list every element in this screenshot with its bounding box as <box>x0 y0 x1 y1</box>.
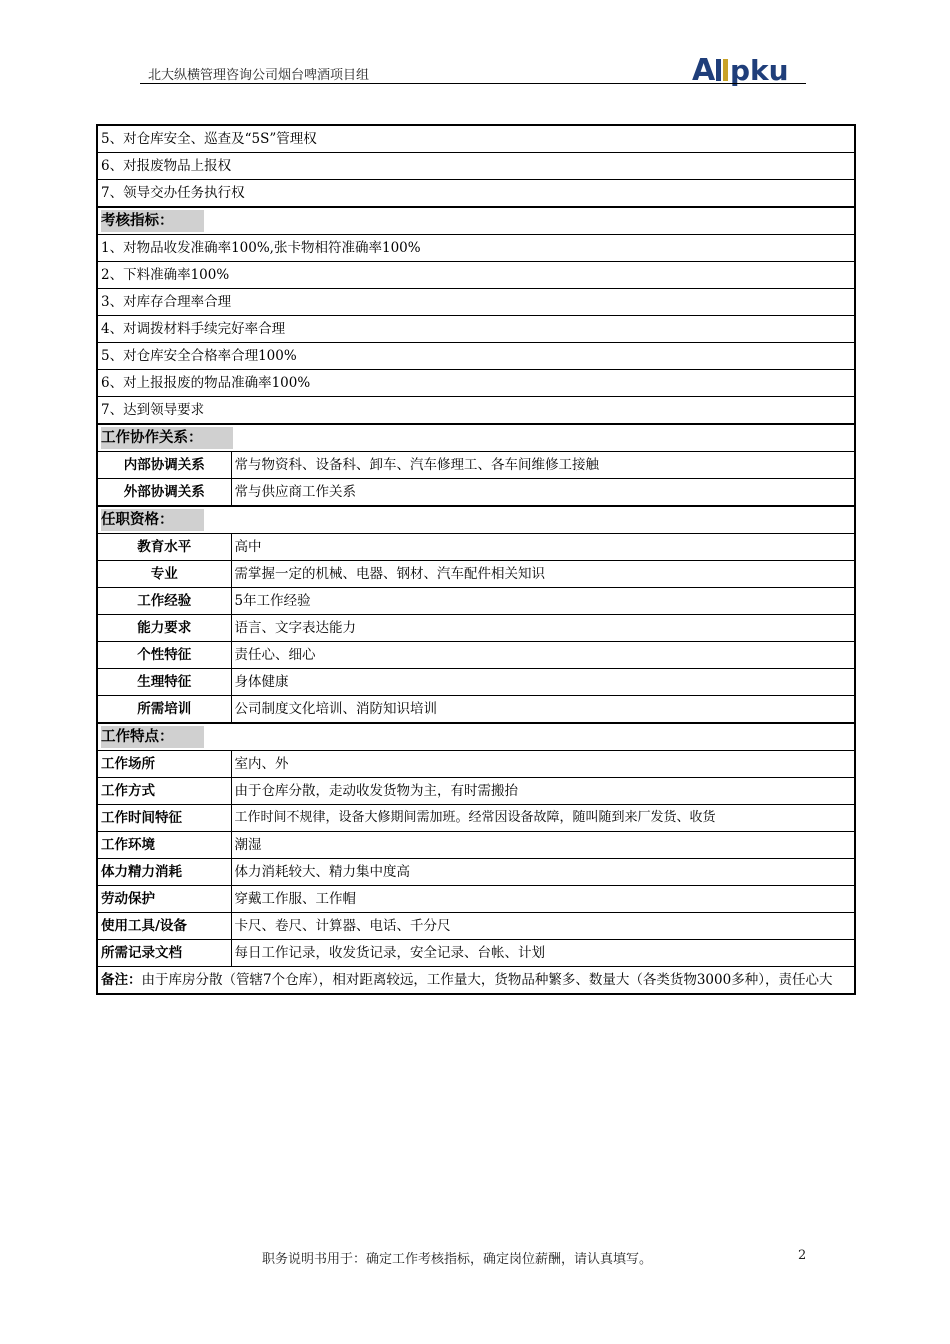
section-title: 任职资格： <box>101 509 204 531</box>
table-row <box>97 397 855 425</box>
authority-item: 5、对仓库安全、巡查及“5S”管理权 <box>97 125 855 153</box>
row-label: 生理特征 <box>97 669 231 696</box>
authority-item: 7、领导交办任务执行权 <box>97 180 855 208</box>
table-row <box>97 669 855 696</box>
table-row <box>97 642 855 669</box>
section-header-features <box>97 723 855 751</box>
note-cell <box>97 967 855 995</box>
header-rule <box>140 83 806 84</box>
table-row <box>97 343 855 370</box>
section-header-qualifications <box>97 506 855 534</box>
row-value: 每日工作记录，收发货记录，安全记录、台帐、计划 <box>231 940 855 967</box>
row-label: 个性特征 <box>97 642 231 669</box>
row-value: 室内、外 <box>231 751 855 778</box>
kpi-item: 2、下料准确率100% <box>97 262 855 289</box>
svg-text:pku: pku <box>730 54 789 87</box>
row-label: 所需记录文档 <box>97 940 231 967</box>
table-row <box>97 153 855 180</box>
table-row <box>97 125 855 153</box>
table-row <box>97 751 855 778</box>
row-value: 5年工作经验 <box>231 588 855 615</box>
kpi-item: 3、对库存合理率合理 <box>97 289 855 316</box>
table-row <box>97 913 855 940</box>
row-label: 内部协调关系 <box>97 452 231 479</box>
table-row <box>97 778 855 805</box>
table-row <box>97 588 855 615</box>
row-label: 外部协调关系 <box>97 479 231 507</box>
authority-item: 6、对报废物品上报权 <box>97 153 855 180</box>
row-label: 工作方式 <box>97 778 231 805</box>
row-value: 身体健康 <box>231 669 855 696</box>
kpi-item: 1、对物品收发准确率100%,张卡物相符准确率100% <box>97 235 855 262</box>
row-label: 体力精力消耗 <box>97 859 231 886</box>
row-label: 工作经验 <box>97 588 231 615</box>
kpi-item: 6、对上报报废的物品准确率100% <box>97 370 855 397</box>
table-row <box>97 262 855 289</box>
note-label: 备注： <box>101 972 142 988</box>
table-row <box>97 534 855 561</box>
row-value: 高中 <box>231 534 855 561</box>
table-row <box>97 235 855 262</box>
row-value: 由于仓库分散，走动收发货物为主，有时需搬抬 <box>231 778 855 805</box>
table-row <box>97 832 855 859</box>
row-value: 潮湿 <box>231 832 855 859</box>
table-row <box>97 886 855 913</box>
row-value: 责任心、细心 <box>231 642 855 669</box>
row-label: 所需培训 <box>97 696 231 724</box>
row-value: 卡尺、卷尺、计算器、电话、千分尺 <box>231 913 855 940</box>
note-text: 由于库房分散（管辖7个仓库），相对距离较远，工作量大，货物品种繁多、数量大（各类货物3000多种），责任心大 <box>141 972 833 988</box>
table-row <box>97 479 855 507</box>
table-row <box>97 696 855 724</box>
svg-text:A: A <box>692 53 716 88</box>
section-header-relations <box>97 424 855 452</box>
row-value: 公司制度文化培训、消防知识培训 <box>231 696 855 724</box>
row-label: 工作场所 <box>97 751 231 778</box>
row-label: 教育水平 <box>97 534 231 561</box>
row-label: 专业 <box>97 561 231 588</box>
section-title: 工作协作关系： <box>101 427 233 449</box>
section-title: 工作特点： <box>101 726 204 748</box>
row-value: 体力消耗较大、精力集中度高 <box>231 859 855 886</box>
kpi-item: 5、对仓库安全合格率合理100% <box>97 343 855 370</box>
table-row <box>97 859 855 886</box>
row-label: 劳动保护 <box>97 886 231 913</box>
job-description-table <box>96 124 856 995</box>
kpi-item: 7、达到领导要求 <box>97 397 855 425</box>
row-value: 工作时间不规律，设备大修期间需加班。经常因设备故障，随叫随到来厂发货、收货 <box>231 805 855 832</box>
row-label: 能力要求 <box>97 615 231 642</box>
row-value: 需掌握一定的机械、电器、钢材、汽车配件相关知识 <box>231 561 855 588</box>
row-value: 穿戴工作服、工作帽 <box>231 886 855 913</box>
section-title: 考核指标： <box>101 210 204 232</box>
table-row <box>97 452 855 479</box>
footer-text: 职务说明书用于：确定工作考核指标，确定岗位薪酬，请认真填写。 <box>262 1252 653 1267</box>
table-row <box>97 370 855 397</box>
row-label: 工作环境 <box>97 832 231 859</box>
table-row <box>97 805 855 832</box>
table-row <box>97 940 855 967</box>
row-value: 常与物资科、设备科、卸车、汽车修理工、各车间维修工接触 <box>231 452 855 479</box>
table-row <box>97 289 855 316</box>
row-label: 工作时间特征 <box>97 805 231 832</box>
row-value: 常与供应商工作关系 <box>231 479 855 507</box>
section-header-kpi <box>97 207 855 235</box>
row-value: 语言、文字表达能力 <box>231 615 855 642</box>
page-number: 2 <box>798 1248 807 1263</box>
table-row <box>97 316 855 343</box>
note-row <box>97 967 855 995</box>
row-label: 使用工具/设备 <box>97 913 231 940</box>
table-row <box>97 180 855 208</box>
header-company: 北大纵横管理咨询公司烟台啤酒项目组 <box>148 68 370 83</box>
table-row <box>97 615 855 642</box>
kpi-item: 4、对调拨材料手续完好率合理 <box>97 316 855 343</box>
table-row <box>97 561 855 588</box>
